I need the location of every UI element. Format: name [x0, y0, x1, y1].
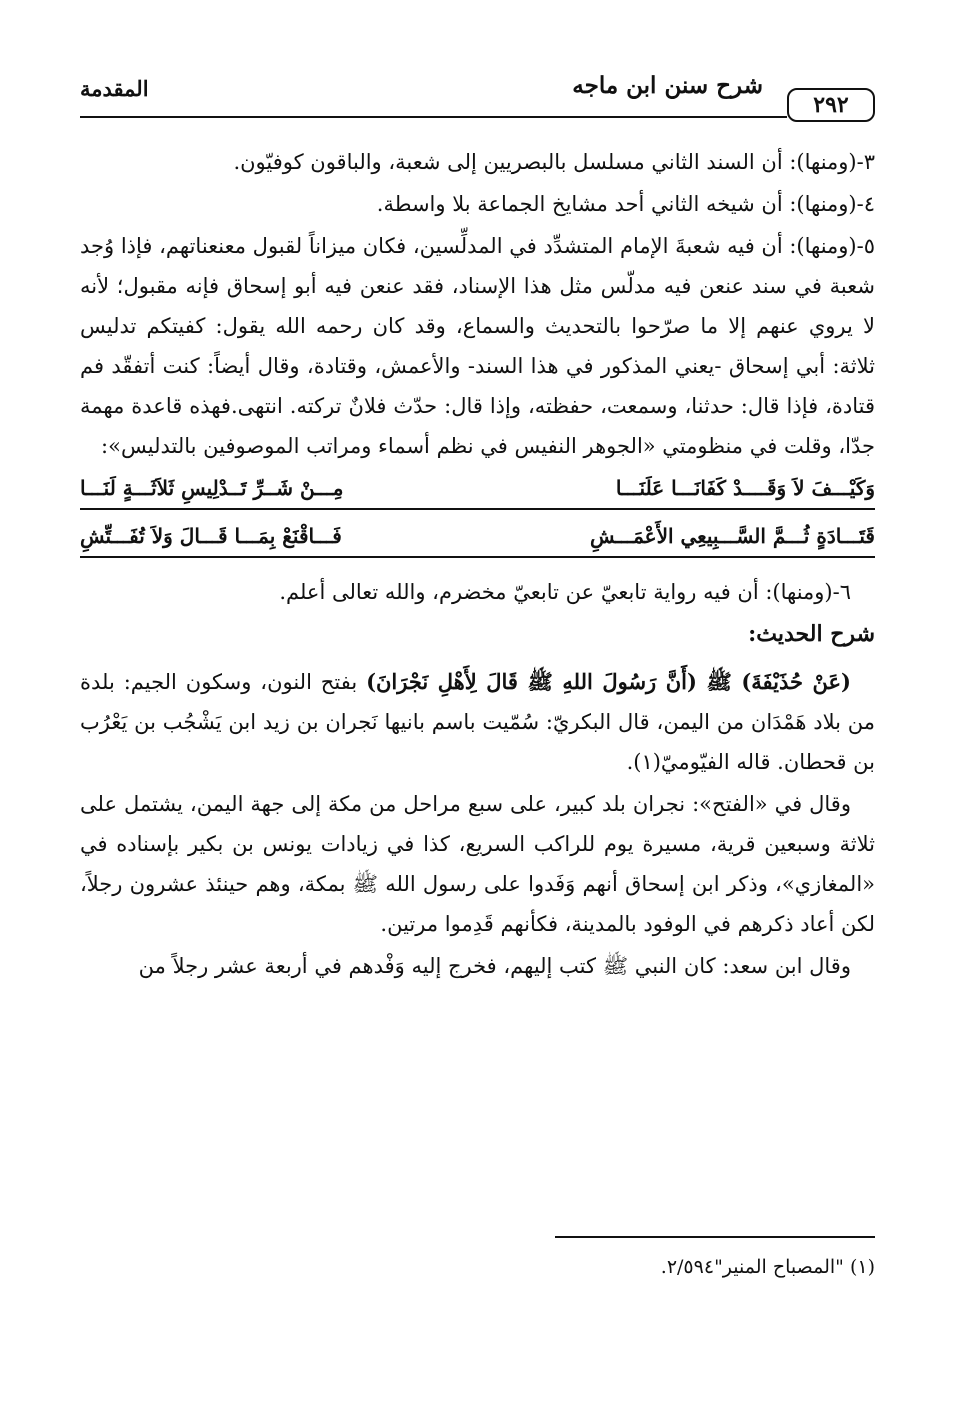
paragraph-ibn-saad: وقال ابن سعد: كان النبي ﷺ كتب إليهم، فخرج إليه وَفْدهم في أربعة عشر رجلاً من	[138, 954, 851, 978]
hadith-lead: (عَنْ حُذَيْفَةَ) ﷺ (أَنَّ رَسُولَ اللهِ ﷺ قَالَ لِأَهْلِ نَجْرَانَ)	[366, 669, 851, 694]
paragraph-4: ٤-(ومنها): أن شيخه الثاني أحد مشايخ الجماعة بلا واسطة.	[376, 192, 875, 216]
paragraph-fath: وقال في «الفتح»: نجران بلد كبير، على سبع مراحل من مكة إلى جهة اليمن، يشتمل على ثلاثة وسبعين قرية، مسيرة يوم للراكب السريع، كذا في زيادات يونس بن بكير بإسناده في «المغازي»، وذكر ابن إسحاق أنهم وَفَدوا على رسول الله ﷺ بمكة، وهم حينئذ عشرون رجلاً، لكن أعاد ذكرهم في الوفود بالمدينة، فكأنهم قَدِموا مرتين.	[80, 792, 875, 936]
paragraph-5: ٥-(ومنها): أن فيه شعبةَ الإمام المتشدِّد في المدلِّسين، فكان ميزاناً لقبول معنعناتهم، فإذا وُجد شعبة في سند عنعن فيه مدلّس مثل هذا الإسناد، فقد عنعن فيه أبو إسحاق فإنه مقبول؛ لأنه لا يروي عنهم إلا ما صرّحوا بالتحديث والسماع، وقد كان رحمه الله يقول: كفيتكم تدليس ثلاثة: أبي إسحاق -يعني المذكور في هذا السند- والأعمش، وقتادة، وقال أيضاً: كنت أتفقّد فم قتادة، فإذا قال: حدثنا، وسمعت، حفظته، وإذا قال: حدّث فلانٌ تركته. انتهى.فهذه قاعدة مهمة جدّا، وقلت في منظومتي «الجوهر النفيس في نظم أسماء ومراتب الموصوفين بالتدليس»:	[80, 234, 875, 458]
section-subheading: شرح الحديث:	[748, 621, 875, 647]
hadith-commentary: بفتح النون، وسكون الجيم: بلدة من بلاد هَمْدَان من اليمن، قال البكريّ: سُمّيت باسم بانيها نَجران بن زيد ابن يَشْجُب بن يَعْرُب بن قحطان. قاله الفيّوميّ(١).	[80, 670, 875, 774]
poem-hemistich-second: مِـــنْ شَــرِّ تَــدْلِيسِ ثَلاَثَـــةٍ لَنَـــا	[80, 476, 344, 500]
header-rule	[80, 116, 787, 118]
book-title: شرح سنن ابن ماجه	[572, 72, 763, 99]
poem-verse	[80, 468, 875, 510]
paragraph-3: ٣-(ومنها): أن السند الثاني مسلسل بالبصريين إلى شعبة، والباقون كوفيّون.	[233, 150, 875, 174]
page-header	[80, 70, 875, 122]
poem-verse	[80, 516, 875, 558]
poem-hemistich-first: وَكَيْـــفَ لاَ وَقَــــدْ كَفَانَـــا عَلَنَـــا	[615, 476, 875, 500]
hadith-paragraph	[80, 662, 875, 782]
footnote: (١) "المصباح المنير"٢/٥٩٤.	[660, 1256, 875, 1278]
paragraph-6: ٦-(ومنها): أن فيه رواية تابعيّ عن تابعيّ مخضرم، والله تعالى أعلم.	[279, 580, 851, 604]
poem-hemistich-first: قَتَـــادَةٍ ثُـــمَّ السَّـــبِيعِي الأَعْمَـــشِ	[590, 524, 875, 548]
main-text	[80, 142, 875, 988]
section-title: المقدمة	[80, 76, 149, 101]
poem	[80, 468, 875, 558]
poem-hemistich-second: فَـــاقْنَعْ بِمَـــا قَـــالَ وَلاَ تُفَـــتِّشِ	[80, 524, 342, 548]
footnote-rule	[555, 1236, 875, 1238]
page-number: ٢٩٢	[787, 88, 875, 122]
